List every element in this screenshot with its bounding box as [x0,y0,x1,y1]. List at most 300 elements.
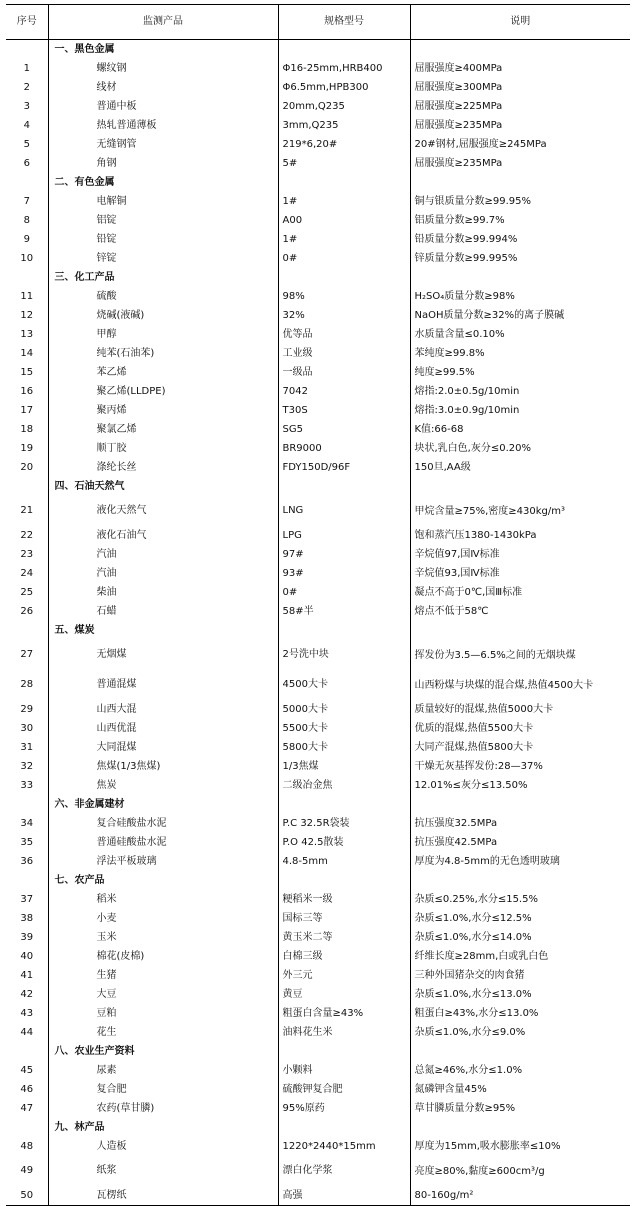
category-spec-cell [278,871,410,890]
spec-model: 4500大卡 [278,670,410,700]
product-name: 瓦楞纸 [48,1186,278,1206]
row-index: 33 [20,779,34,791]
table-row [6,602,630,621]
product-name: 复合肥 [48,1080,278,1099]
header-row [6,5,630,40]
spec-model: T30S [278,401,410,420]
spec-model: 32% [278,306,410,325]
row-index: 21 [20,505,34,516]
category-desc-cell [410,173,630,192]
product-name: 焦煤(1/3焦煤) [48,757,278,776]
row-index: 31 [20,741,34,753]
description: 粗蛋白≥43%,水分≤13.0% [410,1004,630,1023]
category-row [6,621,630,640]
spec-model: 20mm,Q235 [278,97,410,116]
category-index-cell [6,477,48,496]
spec-model: 粳稻米一级 [278,890,410,909]
category-desc-cell [410,795,630,814]
product-name: 聚乙烯(LLDPE) [48,382,278,401]
category-title: 四、石油天然气 [48,477,278,496]
table-row [6,116,630,135]
product-name: 浮法平板玻璃 [48,852,278,871]
spec-model: 油料花生米 [278,1023,410,1042]
product-name: 液化天然气 [48,496,278,526]
table-row [6,1004,630,1023]
spec-model: 高强 [278,1186,410,1206]
description: 12.01%≤灰分≤13.50% [410,776,630,795]
category-title: 二、有色金属 [48,173,278,192]
spec-model: 小颗料 [278,1061,410,1080]
product-name: 豆粕 [48,1004,278,1023]
description: 熔指:3.0±0.9g/10min [410,401,630,420]
row-index: 32 [20,760,34,772]
product-name: 大豆 [48,985,278,1004]
row-index: 26 [20,605,34,617]
table-row [6,1137,630,1156]
product-name: 普通硅酸盐水泥 [48,833,278,852]
spec-model: 漂白化学浆 [278,1156,410,1186]
spec-model: Φ6.5mm,HPB300 [278,78,410,97]
description: 杂质≤1.0%,水分≤14.0% [410,928,630,947]
description: 苯纯度≥99.8% [410,344,630,363]
product-name: 大同混煤 [48,738,278,757]
category-row [6,173,630,192]
table-row [6,287,630,306]
description: 饱和蒸汽压1380-1430kPa [410,526,630,545]
table-row [6,833,630,852]
table-row [6,97,630,116]
product-name: 山西优混 [48,719,278,738]
product-name: 涤纶长丝 [48,458,278,477]
table-row [6,947,630,966]
row-index: 48 [20,1140,34,1152]
category-desc-cell [410,1118,630,1137]
product-name: 复合硅酸盐水泥 [48,814,278,833]
category-index-cell [6,268,48,287]
product-name: 农药(草甘膦) [48,1099,278,1118]
category-row [6,871,630,890]
description: 杂质≤0.25%,水分≤15.5% [410,890,630,909]
table-row [6,719,630,738]
table-row [6,382,630,401]
spec-model: 93# [278,564,410,583]
row-index: 37 [20,893,34,905]
description: 厚度为15mm,吸水膨胀率≤10% [410,1137,630,1156]
row-index: 5 [23,138,30,150]
product-name: 烧碱(液碱) [48,306,278,325]
table-row [6,496,630,526]
product-name: 甲醇 [48,325,278,344]
product-name: 液化石油气 [48,526,278,545]
header-description: 说明 [410,5,630,40]
spec-model: 5000大卡 [278,700,410,719]
description: 80-160g/m² [410,1186,630,1206]
table-header [6,5,630,40]
product-name: 纸浆 [48,1156,278,1186]
category-title: 八、农业生产资料 [48,1042,278,1061]
table-row [6,439,630,458]
product-name: 稻米 [48,890,278,909]
row-index: 39 [20,931,34,943]
product-name: 无烟煤 [48,640,278,670]
row-index: 38 [20,912,34,924]
description: 抗压强度42.5MPa [410,833,630,852]
spec-model: 国标三等 [278,909,410,928]
row-index: 19 [20,442,34,454]
row-index: 43 [20,1007,34,1019]
table-row [6,192,630,211]
table-row [6,670,630,700]
product-name: 聚丙烯 [48,401,278,420]
row-index: 20 [20,461,34,473]
category-index-cell [6,795,48,814]
spec-model: 白棉三级 [278,947,410,966]
row-index: 6 [23,157,30,169]
spec-model: A00 [278,211,410,230]
description: 干燥无灰基挥发份:28—37% [410,757,630,776]
row-index: 2 [23,81,30,93]
row-index: 22 [20,529,34,541]
product-name: 汽油 [48,545,278,564]
category-index-cell [6,1042,48,1061]
spec-model: 5# [278,154,410,173]
product-name: 角钢 [48,154,278,173]
category-desc-cell [410,621,630,640]
spec-model: BR9000 [278,439,410,458]
table-row [6,344,630,363]
table-row [6,306,630,325]
header-product: 监测产品 [48,5,278,40]
product-name: 热轧普通薄板 [48,116,278,135]
table-row [6,852,630,871]
row-index: 1 [23,62,30,74]
header-index: 序号 [6,5,48,40]
description: 纯度≥99.5% [410,363,630,382]
category-row [6,40,630,60]
category-spec-cell [278,1042,410,1061]
spec-model: LPG [278,526,410,545]
row-index: 47 [20,1102,34,1114]
row-index: 28 [20,679,34,690]
table-row [6,249,630,268]
category-spec-cell [278,795,410,814]
description: 辛烷值93,国Ⅳ标准 [410,564,630,583]
row-index: 46 [20,1083,34,1095]
category-desc-cell [410,1042,630,1061]
description: 熔指:2.0±0.5g/10min [410,382,630,401]
product-name: 生猪 [48,966,278,985]
category-desc-cell [410,40,630,60]
product-name: 棉花(皮棉) [48,947,278,966]
description: 挥发份为3.5—6.5%之间的无烟块煤 [410,640,630,670]
description: 辛烷值97,国Ⅳ标准 [410,545,630,564]
category-spec-cell [278,477,410,496]
table-row [6,985,630,1004]
row-index: 25 [20,586,34,598]
product-name: 石蜡 [48,602,278,621]
product-name: 普通中板 [48,97,278,116]
description: 锌质量分数≥99.995% [410,249,630,268]
product-name: 玉米 [48,928,278,947]
row-index: 30 [20,722,34,734]
table-row [6,1156,630,1186]
table-row [6,545,630,564]
product-name: 尿素 [48,1061,278,1080]
category-title: 六、非金属建材 [48,795,278,814]
description: 质量较好的混煤,热值5000大卡 [410,700,630,719]
row-index: 36 [20,855,34,867]
description: 三种外国猪杂交的肉食猪 [410,966,630,985]
description: 凝点不高于0℃,国Ⅲ标准 [410,583,630,602]
row-index: 17 [20,404,34,416]
table-row [6,420,630,439]
row-index: 35 [20,836,34,848]
description: 屈服强度≥235MPa [410,154,630,173]
spec-model: 0# [278,583,410,602]
category-spec-cell [278,40,410,60]
table-row [6,154,630,173]
description: 抗压强度32.5MPa [410,814,630,833]
description: 块状,乳白色,灰分≤0.20% [410,439,630,458]
row-index: 10 [20,252,34,264]
description: K值:66-68 [410,420,630,439]
category-title: 七、农产品 [48,871,278,890]
row-index: 9 [23,233,30,245]
product-name: 汽油 [48,564,278,583]
description: 屈服强度≥400MPa [410,59,630,78]
description: 150旦,AA级 [410,458,630,477]
row-index: 40 [20,950,34,962]
spec-model: 95%原药 [278,1099,410,1118]
table-row [6,564,630,583]
category-desc-cell [410,871,630,890]
table-row [6,1023,630,1042]
product-name: 普通混煤 [48,670,278,700]
row-index: 8 [23,214,30,226]
category-row [6,268,630,287]
row-index: 34 [20,817,34,829]
product-name: 苯乙烯 [48,363,278,382]
category-row [6,1042,630,1061]
description: 杂质≤1.0%,水分≤12.5% [410,909,630,928]
table-row [6,776,630,795]
table-row [6,928,630,947]
description: 水质量含量≤0.10% [410,325,630,344]
table-row [6,814,630,833]
spec-model: 1# [278,192,410,211]
product-name: 纯苯(石油苯) [48,344,278,363]
table-row [6,59,630,78]
row-index: 41 [20,969,34,981]
spec-model: 5800大卡 [278,738,410,757]
category-index-cell [6,173,48,192]
product-name: 硫酸 [48,287,278,306]
category-spec-cell [278,621,410,640]
spec-model: P.C 32.5R袋装 [278,814,410,833]
spec-model: 7042 [278,382,410,401]
row-index: 16 [20,385,34,397]
spec-model: 2号洗中块 [278,640,410,670]
product-name: 人造板 [48,1137,278,1156]
spec-model: 58#半 [278,602,410,621]
product-name: 无缝钢管 [48,135,278,154]
row-index: 45 [20,1064,34,1076]
description: 熔点不低于58℃ [410,602,630,621]
row-index: 12 [20,309,34,321]
table-row [6,738,630,757]
description: 铝质量分数≥99.7% [410,211,630,230]
description: 纤维长度≥28mm,白或乳白色 [410,947,630,966]
spec-model: 一级品 [278,363,410,382]
description: 20#钢材,屈服强度≥245MPa [410,135,630,154]
description: 山西粉煤与块煤的混合煤,热值4500大卡 [410,670,630,700]
product-name: 铝锭 [48,211,278,230]
product-name: 螺纹钢 [48,59,278,78]
spec-model: LNG [278,496,410,526]
spec-model: 98% [278,287,410,306]
spec-model: 工业级 [278,344,410,363]
row-index: 42 [20,988,34,1000]
category-row [6,477,630,496]
product-name: 柴油 [48,583,278,602]
table-row [6,458,630,477]
table-row [6,966,630,985]
category-spec-cell [278,173,410,192]
table-row [6,1099,630,1118]
category-spec-cell [278,268,410,287]
product-monitoring-table [6,4,630,1206]
category-row [6,795,630,814]
table-row [6,1080,630,1099]
category-index-cell [6,621,48,640]
spec-model: 优等品 [278,325,410,344]
description: 草甘膦质量分数≥95% [410,1099,630,1118]
category-index-cell [6,871,48,890]
row-index: 50 [6,1186,48,1206]
row-index: 7 [23,195,30,207]
description: 亮度≥80%,黏度≥600cm³/g [410,1156,630,1186]
table-row [6,890,630,909]
description: 总氮≥46%,水分≤1.0% [410,1061,630,1080]
product-name: 小麦 [48,909,278,928]
table-row [6,211,630,230]
table-row [6,583,630,602]
row-index: 18 [20,423,34,435]
table-row [6,401,630,420]
table-row [6,325,630,344]
spec-model: 粗蛋白含量≥43% [278,1004,410,1023]
product-name: 顺丁胶 [48,439,278,458]
header-spec: 规格型号 [278,5,410,40]
category-desc-cell [410,477,630,496]
spec-model: P.O 42.5散装 [278,833,410,852]
description: 氮磷钾含量45% [410,1080,630,1099]
category-row [6,1118,630,1137]
spec-model: FDY150D/96F [278,458,410,477]
description: 屈服强度≥235MPa [410,116,630,135]
spec-model: Φ16-25mm,HRB400 [278,59,410,78]
spec-model: 219*6,20# [278,135,410,154]
description: 杂质≤1.0%,水分≤9.0% [410,1023,630,1042]
row-index: 27 [20,649,34,660]
category-title: 九、林产品 [48,1118,278,1137]
spec-model: 1220*2440*15mm [278,1137,410,1156]
product-name: 花生 [48,1023,278,1042]
category-desc-cell [410,268,630,287]
spec-model: 5500大卡 [278,719,410,738]
product-name: 焦炭 [48,776,278,795]
spec-model: 1/3焦煤 [278,757,410,776]
table-row [6,909,630,928]
description: 屈服强度≥225MPa [410,97,630,116]
table-row [6,363,630,382]
spec-model: 97# [278,545,410,564]
description: 铅质量分数≥99.994% [410,230,630,249]
spec-model: 1# [278,230,410,249]
row-index: 3 [23,100,30,112]
table-row [6,640,630,670]
description: 杂质≤1.0%,水分≤13.0% [410,985,630,1004]
category-title: 五、煤炭 [48,621,278,640]
description: 甲烷含量≥75%,密度≥430kg/m³ [410,496,630,526]
row-index: 13 [20,328,34,340]
table-row [6,230,630,249]
table-row [6,78,630,97]
description: 厚度为4.8-5mm的无色透明玻璃 [410,852,630,871]
description: 大同产混煤,热值5800大卡 [410,738,630,757]
product-name: 锌锭 [48,249,278,268]
category-title: 一、黑色金属 [48,40,278,60]
row-index: 29 [20,703,34,715]
table-row [6,1061,630,1080]
spec-model: 黄豆 [278,985,410,1004]
spec-model: 0# [278,249,410,268]
row-index: 4 [23,119,30,131]
spec-model: 黄玉米二等 [278,928,410,947]
category-spec-cell [278,1118,410,1137]
category-index-cell [6,40,48,60]
spec-model: 3mm,Q235 [278,116,410,135]
description: 铜与银质量分数≥99.95% [410,192,630,211]
table-row [6,757,630,776]
product-name: 聚氯乙烯 [48,420,278,439]
row-index: 24 [20,567,34,579]
spec-model: 外三元 [278,966,410,985]
row-index: 49 [20,1165,34,1176]
product-name: 线材 [48,78,278,97]
row-index: 23 [20,548,34,560]
table-row [6,1186,630,1206]
table-body [6,40,630,1206]
description: 屈服强度≥300MPa [410,78,630,97]
row-index: 14 [20,347,34,359]
category-title: 三、化工产品 [48,268,278,287]
product-name: 铅锭 [48,230,278,249]
spec-model: SG5 [278,420,410,439]
description: NaOH质量分数≥32%的离子膜碱 [410,306,630,325]
table-row [6,135,630,154]
row-index: 44 [20,1026,34,1038]
category-index-cell [6,1118,48,1137]
description: 优质的混煤,热值5500大卡 [410,719,630,738]
table-row [6,526,630,545]
description: H₂SO₄质量分数≥98% [410,287,630,306]
table-row [6,700,630,719]
spec-model: 二级冶金焦 [278,776,410,795]
product-name: 山西大混 [48,700,278,719]
row-index: 15 [20,366,34,378]
row-index: 11 [20,290,34,302]
